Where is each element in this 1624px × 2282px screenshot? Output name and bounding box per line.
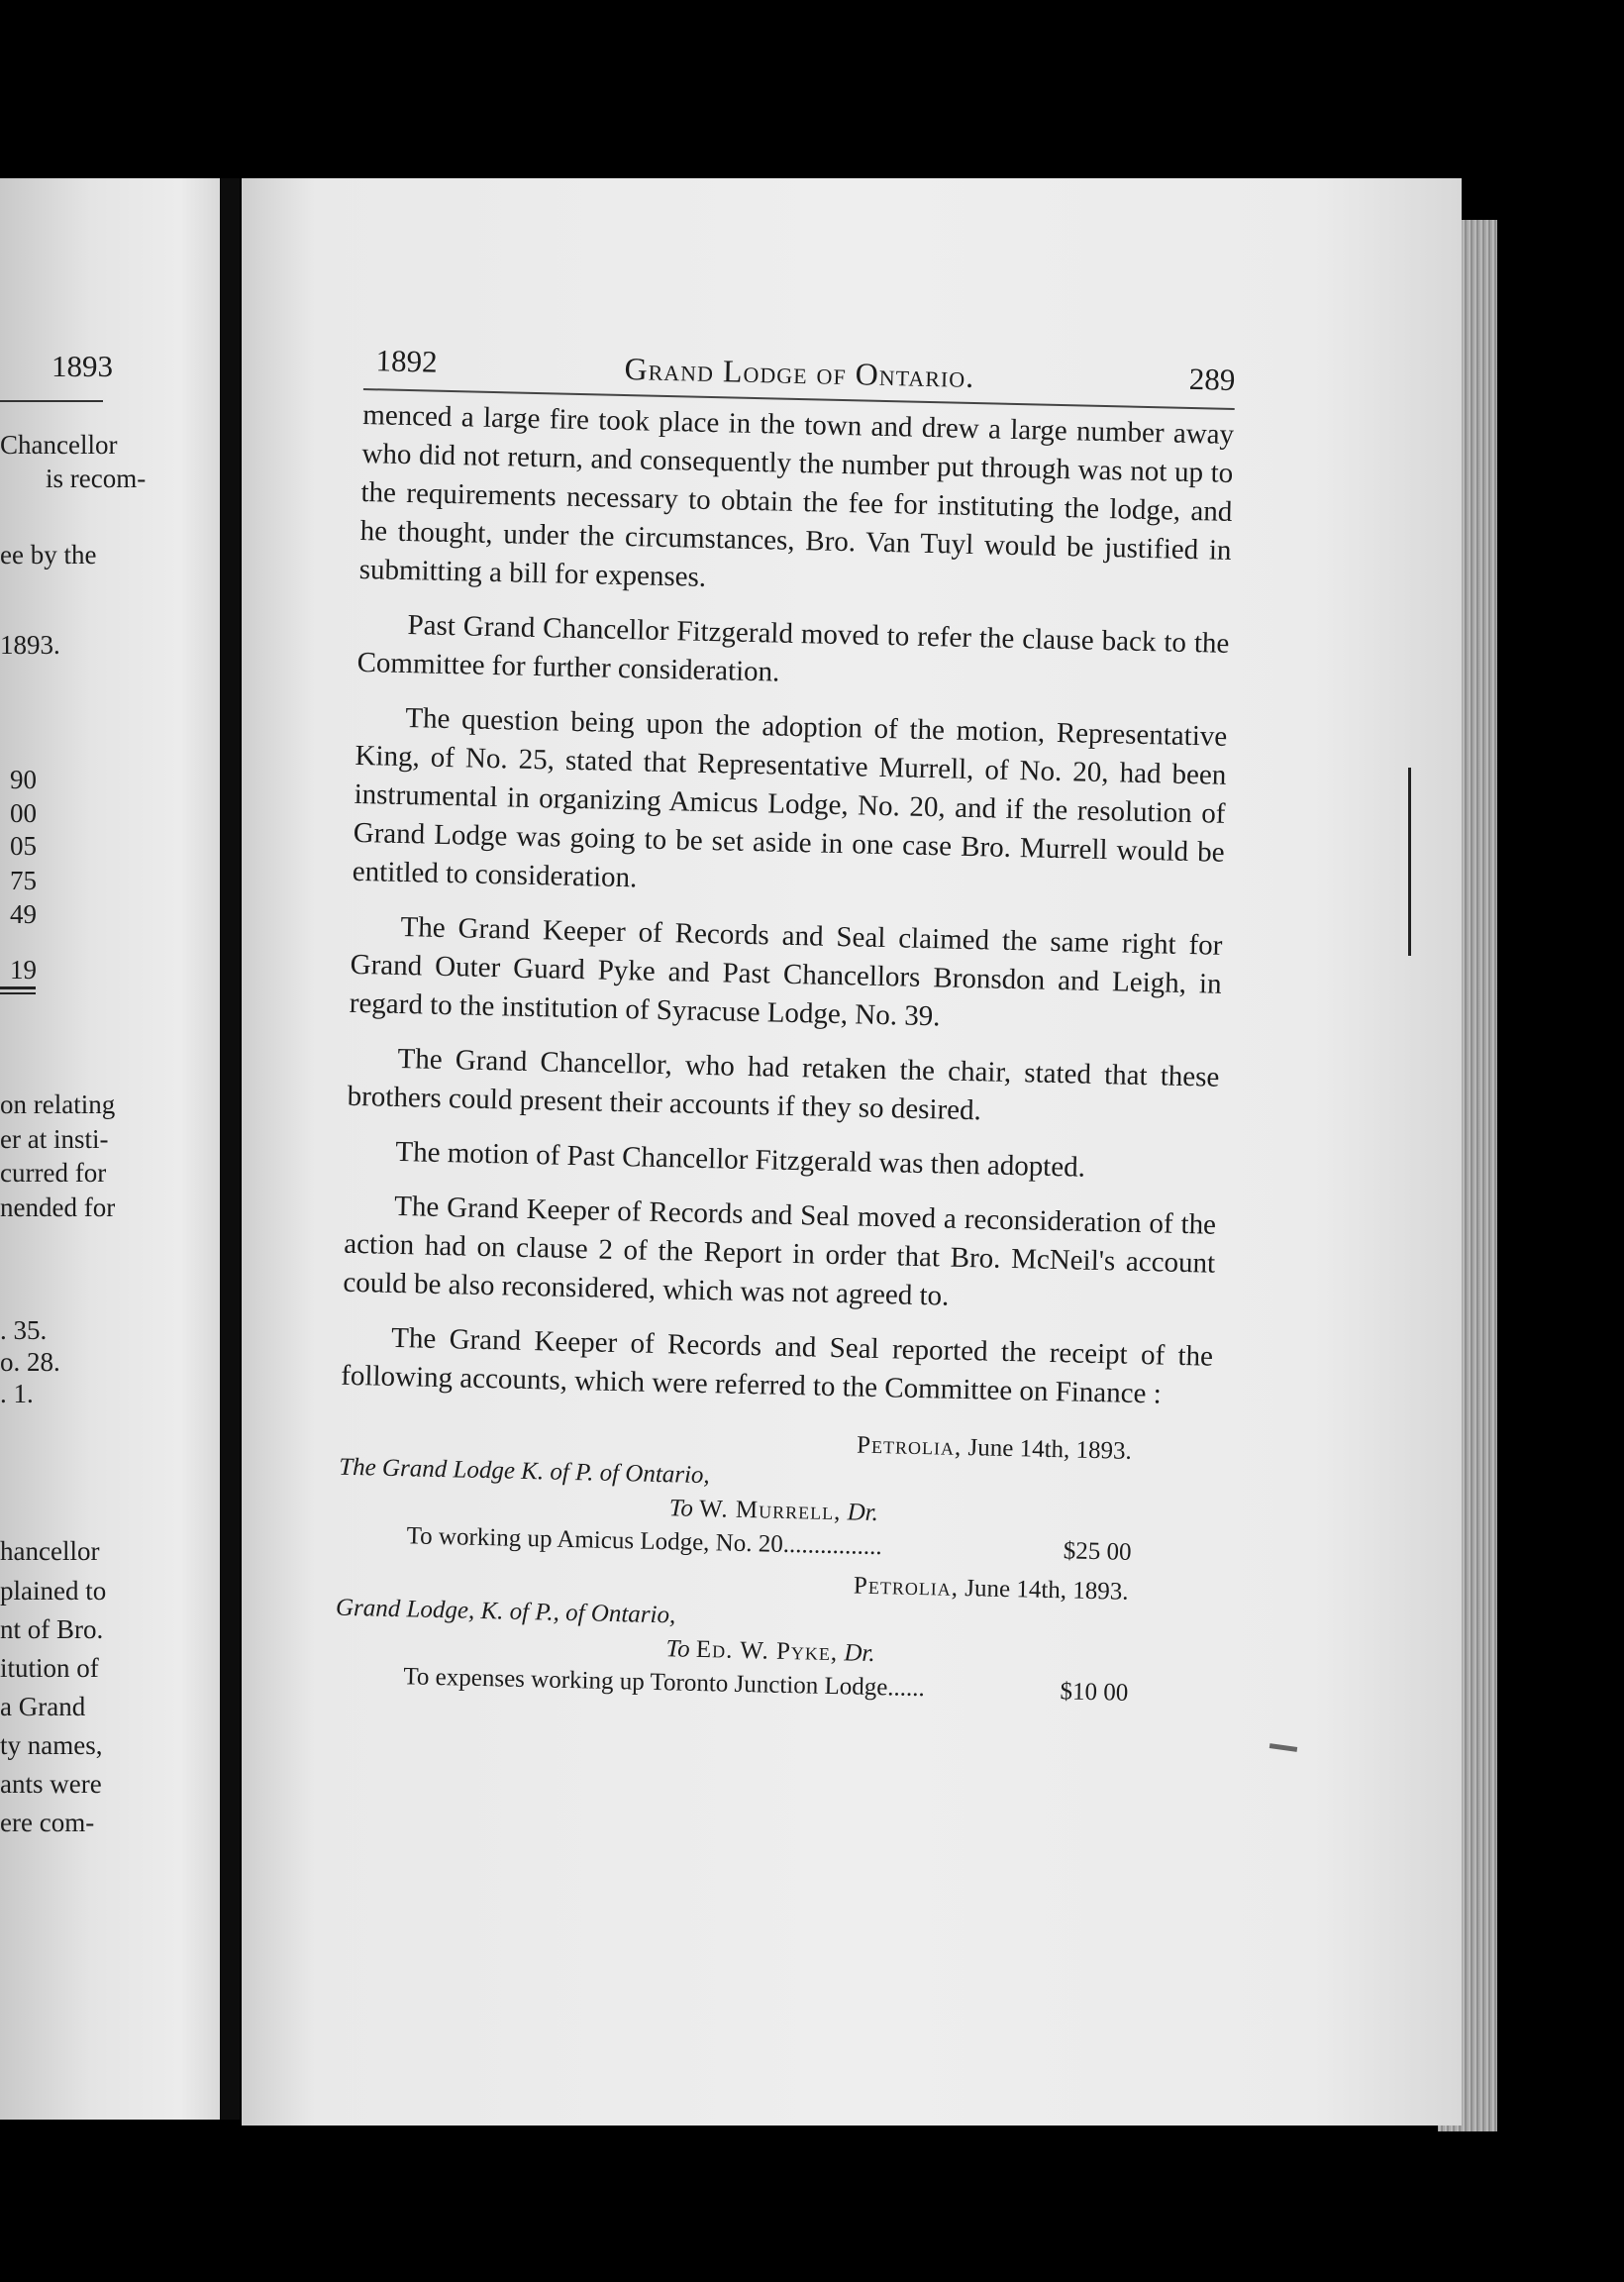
- left-fragment: . 1.: [0, 1379, 34, 1408]
- account-dr: Dr.: [844, 1639, 875, 1668]
- sum-rule: [0, 986, 36, 989]
- left-fragment: 00: [10, 798, 37, 828]
- account-dr: Dr.: [847, 1499, 879, 1527]
- account-place: Petrolia,: [856, 1431, 963, 1461]
- left-fragment: o. 28.: [0, 1347, 60, 1377]
- left-fragment: 90: [10, 765, 37, 794]
- left-fragment: ty names,: [0, 1730, 103, 1760]
- account-entry: [334, 1558, 1208, 1712]
- left-fragment: nended for: [0, 1193, 116, 1222]
- left-fragment: 19: [10, 955, 37, 985]
- page-number: 289: [1188, 361, 1236, 397]
- body-text: [341, 396, 1235, 1415]
- account-item-text: To working up Amicus Lodge, No. 20................: [406, 1522, 883, 1561]
- account-to-prefix: To: [665, 1635, 690, 1663]
- left-fragment: 1893.: [0, 630, 60, 660]
- left-facing-page: [0, 178, 226, 2120]
- account-date: June 14th, 1893.: [967, 1434, 1133, 1465]
- account-date: June 14th, 1893.: [964, 1575, 1129, 1606]
- accounts-list: [334, 1417, 1211, 1712]
- account-payer: The Grand Lodge K. of P. of Ontario,: [338, 1453, 711, 1490]
- left-fragment: on relating: [0, 1089, 116, 1119]
- account-to-name: W. Murrell,: [698, 1495, 842, 1526]
- account-amount: $25 00: [1063, 1537, 1132, 1566]
- paragraph: menced a large fire took place in the town and drew a large number away who did not return, and consequently the number put through was not up to the requirements necessary to obtain the fee for instituting the lodge, and he thought, under the circumstances, Bro. Van Tuyl would be justified in submitting a bill for expenses.: [358, 398, 1235, 593]
- account-to-prefix: To: [668, 1495, 694, 1522]
- left-fragment: 49: [10, 899, 37, 929]
- paragraph: The Grand Keeper of Records and Seal moved a reconsideration of the action had on clause 2 of the Report in order that Bro. McNeil's account could be also reconsidered, which was not agreed to.: [343, 1190, 1217, 1312]
- account-amount: $10 00: [1060, 1678, 1129, 1707]
- account-payer: Grand Lodge, K. of P., of Ontario,: [335, 1594, 676, 1629]
- account-to-name: Ed. W. Pyke,: [695, 1635, 839, 1667]
- main-page: [242, 178, 1462, 2126]
- paragraph: Past Grand Chancellor Fitzgerald moved to refer the clause back to the Committee for further consideration.: [356, 609, 1230, 688]
- left-fragment: ee by the: [0, 540, 97, 570]
- left-fragment: plained to: [0, 1576, 107, 1606]
- left-fragment: a Grand: [0, 1692, 86, 1721]
- paragraph: The motion of Past Chancellor Fitzgerald was then adopted.: [395, 1135, 1086, 1184]
- paragraph: The Grand Chancellor, who had retaken the chair, stated that these brothers could present their accounts if they so desired.: [347, 1042, 1220, 1127]
- left-fragment: curred for: [0, 1158, 107, 1188]
- left-fragment: 05: [10, 831, 37, 861]
- book-gutter: [220, 178, 240, 2120]
- left-page-year: 1893: [51, 349, 113, 383]
- left-fragment: nt of Bro.: [0, 1614, 104, 1644]
- paragraph: The question being upon the adoption of the motion, Representative King, of No. 25, stated that Representative Murrell, of No. 20, had been instrumental in organizing Amicus Lodge, No. 20, and if the resolution of Grand Lodge was going to be set aside in one case Bro. Murrell would be entitled to consideration.: [352, 702, 1228, 894]
- account-place: Petrolia,: [853, 1572, 960, 1602]
- left-fragment: er at insti-: [0, 1124, 109, 1154]
- left-fragment: ere com-: [0, 1808, 95, 1837]
- header-year: 1892: [375, 343, 438, 379]
- sum-rule: [0, 992, 36, 994]
- left-fragment: is recom-: [46, 464, 147, 493]
- left-fragment: 75: [10, 866, 37, 895]
- left-fragment: ants were: [0, 1769, 102, 1799]
- paragraph: The Grand Keeper of Records and Seal claimed the same right for Grand Outer Guard Pyke and Past Chancellors Bronsdon and Leigh, in regard to the institution of Syracuse Lodge, No. 39.: [349, 910, 1223, 1033]
- paragraph: The Grand Keeper of Records and Seal reported the receipt of the following accounts, which were referred to the Committee on Finance :: [340, 1321, 1214, 1410]
- left-header-rule: [0, 400, 103, 402]
- account-item-text: To expenses working up Toronto Junction Lodge......: [403, 1663, 926, 1703]
- header-title: Grand Lodge of Ontario.: [624, 350, 975, 394]
- page-content: [334, 343, 1236, 1712]
- left-fragment: itution of: [0, 1653, 99, 1683]
- left-fragment: Chancellor: [0, 430, 118, 460]
- margin-pencil-mark: [1408, 768, 1411, 956]
- left-fragment: . 35.: [0, 1315, 48, 1345]
- left-fragment: hancellor: [0, 1536, 100, 1566]
- account-entry: [337, 1417, 1211, 1572]
